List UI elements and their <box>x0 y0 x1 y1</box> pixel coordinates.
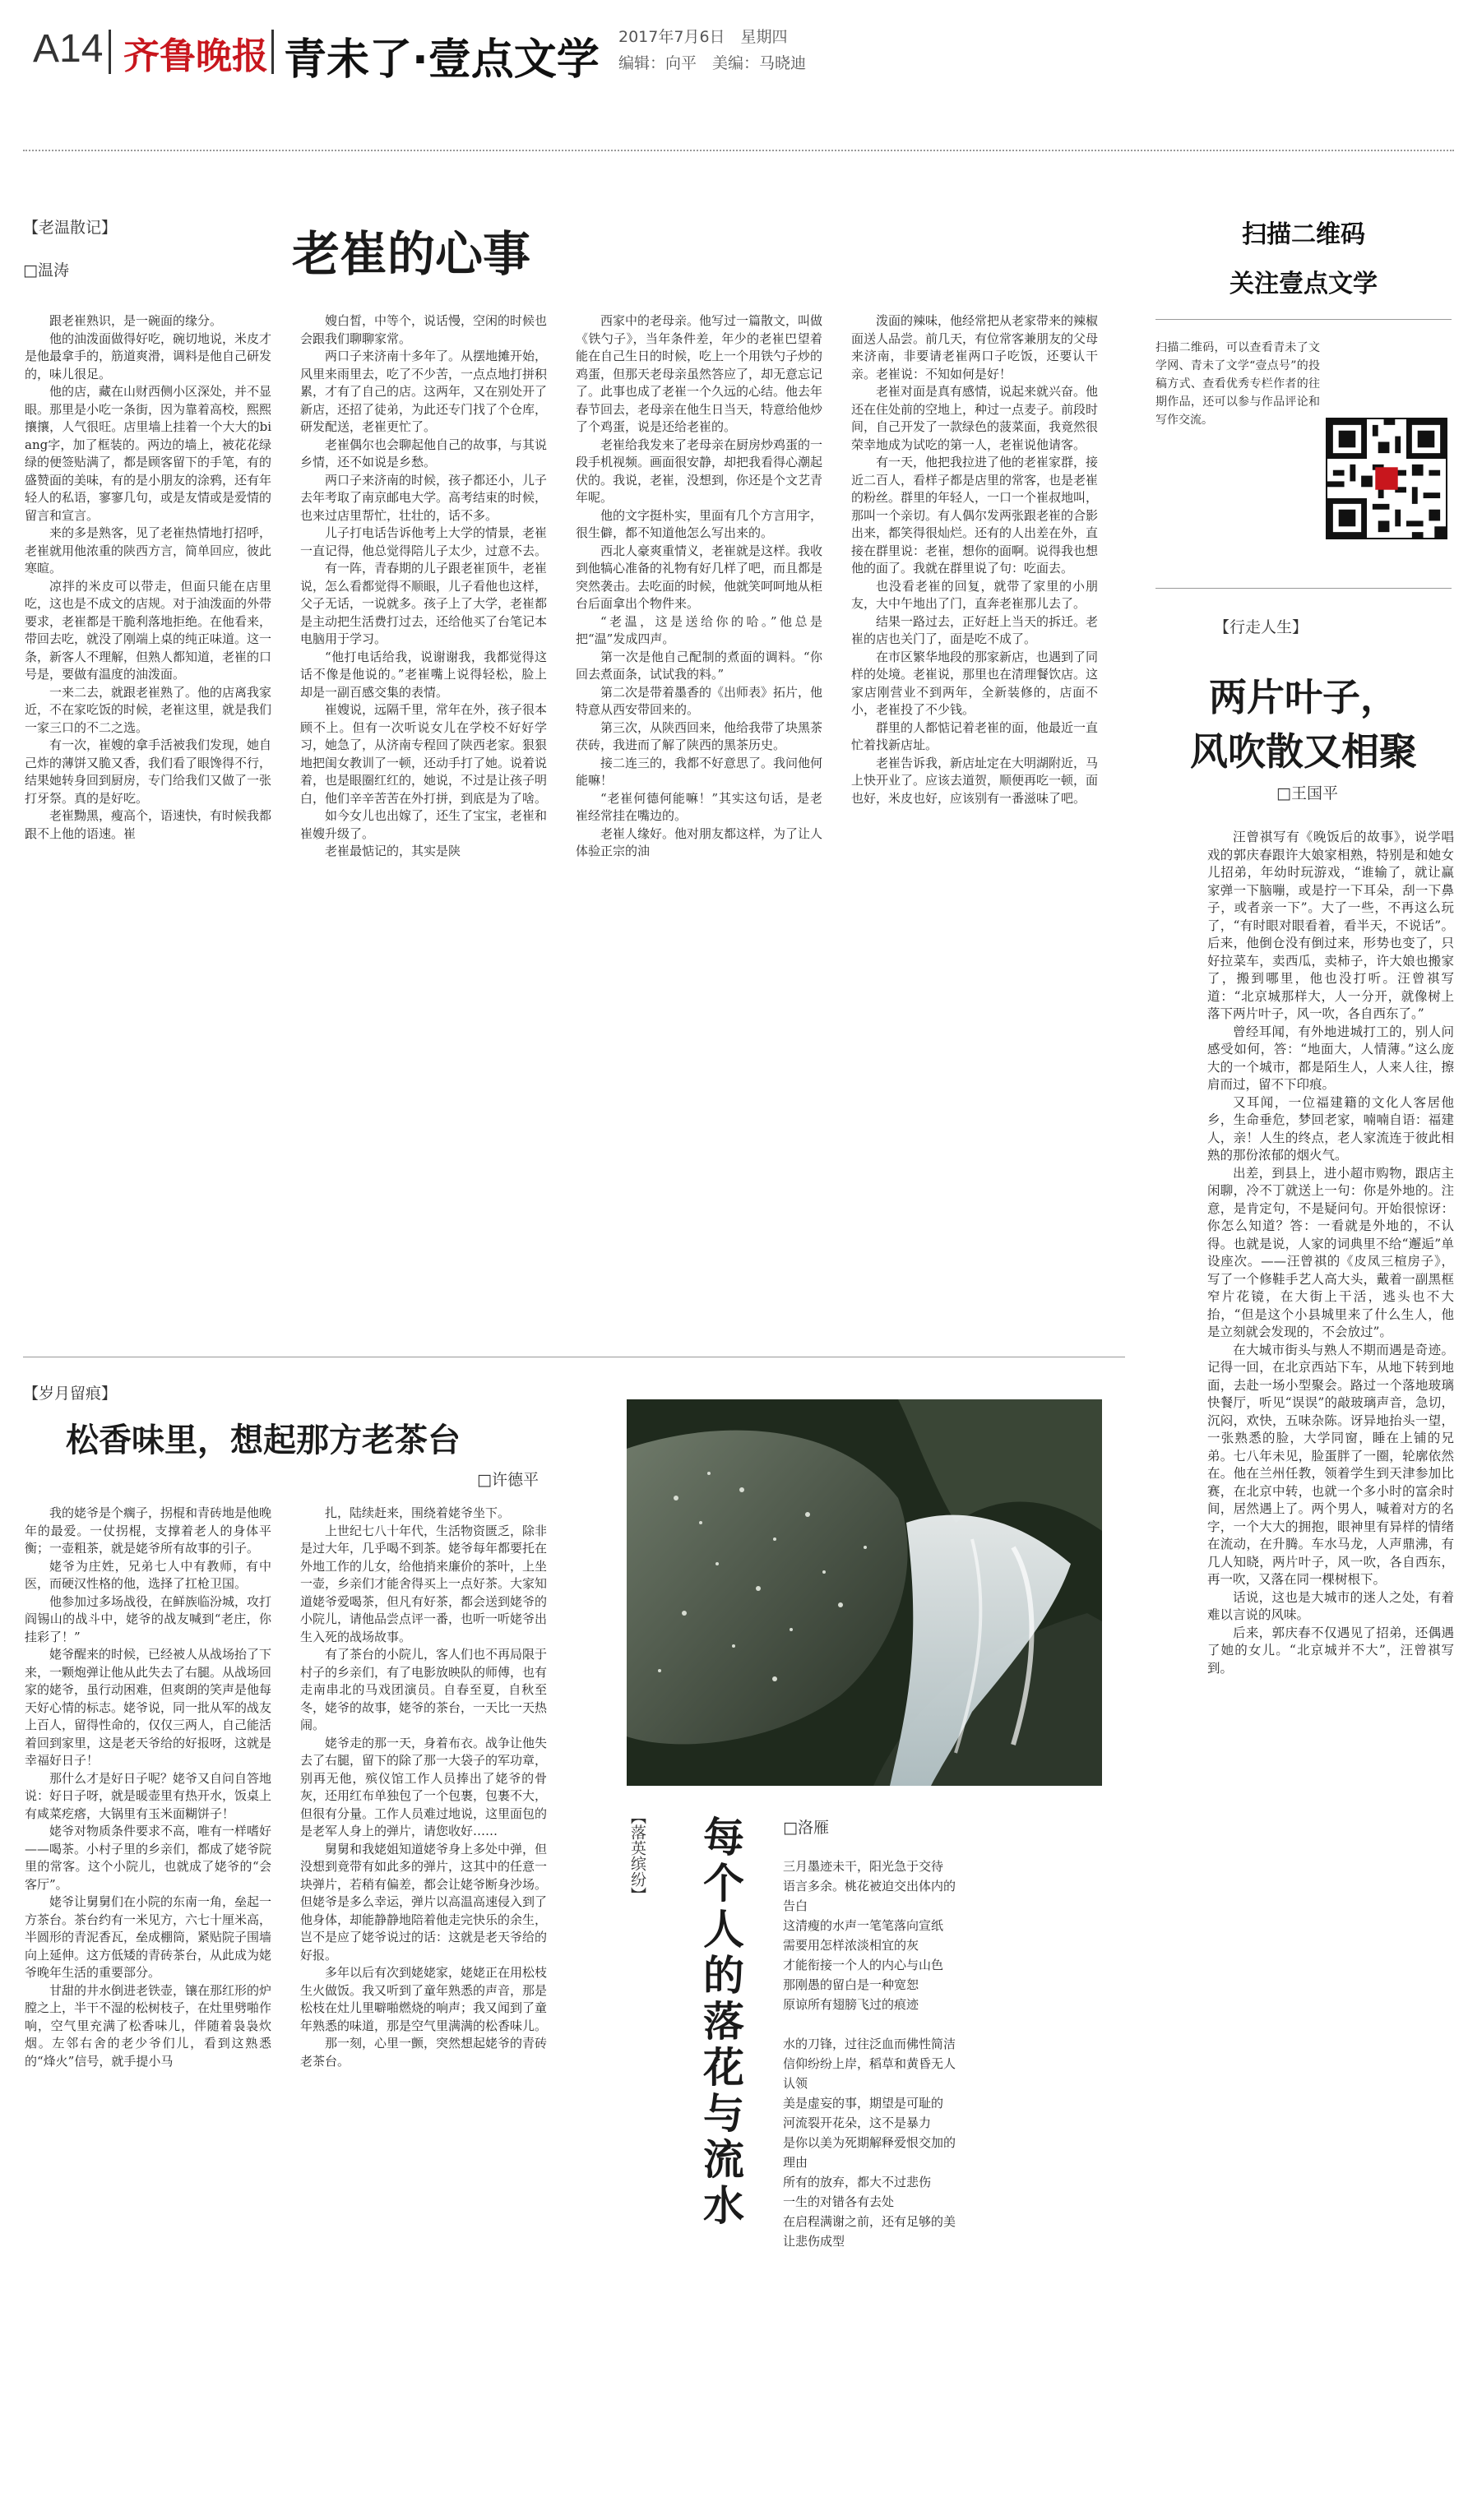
paragraph: 泼面的辣味，他经常把从老家带来的辣椒面送人品尝。前几天，有位常客兼朋友的父母来济南，非要请老崔两口子吃饭，还要认干亲。老崔说：不知如何是好！ <box>851 313 1099 381</box>
paragraph: 那一刻，心里一颤，突然想起姥爷的青砖老茶台。 <box>300 2036 548 2069</box>
article1-column-4 <box>851 312 1098 1342</box>
paragraph: 姥爷醒来的时候，已经被人从战场抬了下来，一颗炮弹让他从此失去了右腿。从战场回家的姥爷，虽行动困难，但爽朗的笑声是他每天好心情的标志。姥爷说，同一批从军的战友上百人，留得性命的，仅仅三两人，自己能活着回到家里，这是老天爷给的好报呀，这就是幸福好日子！ <box>25 1647 272 1768</box>
article2-tag: 【行走人生】 <box>1214 618 1308 636</box>
paragraph: 老崔对面是真有感情，说起来就兴奋。他还在住处前的空地上，种过一点麦子。前段时间，自己开发了一款绿色的菠菜面，我竟然很荣幸地成为试吃的第一人，老崔说他请客。 <box>851 384 1099 452</box>
paragraph: “他打电话给我，说谢谢我，我都觉得这话不像是他说的。”老崔嘴上说得轻松，脸上却是一副百感交集的表情。 <box>300 649 547 700</box>
paragraph: 群里的人都惦记着老崔的面，他最近一直忙着找新店址。 <box>851 719 1099 752</box>
paragraph: 姥爷为庄姓，兄弟七人中有教师，有中医，而硬汉性格的他，选择了扛枪卫国。 <box>25 1558 271 1591</box>
paragraph: 结果一路过去，正好赶上当天的拆迁。老崔的店也关门了，面是吃不成了。 <box>851 613 1099 646</box>
paragraph: 来的多是熟客，见了老崔热情地打招呼，老崔就用他浓重的陕西方言，简单回应，彼此寒暄。 <box>25 525 272 576</box>
promo-text: 扫描二维码，可以查看青未了文学网、青未了文学“壹点号”的投稿方式、查看优秀专栏作者的往期作品，还可以参与作品评论和写作交流。 <box>1155 341 1320 427</box>
paragraph: 两口子来济南十多年了。从摆地摊开始，风里来雨里去，吃了不少苦，一点点地打拼积累，才有了自己的店。这两年，又在别处开了新店，还招了徒弟，为此还专门找了个仓库，研发配送，老崔更忙了。 <box>300 349 548 434</box>
header-divider <box>271 30 274 74</box>
paragraph: 也没看老崔的回复，就带了家里的小朋友，大中午地出了门，直奔老崔那儿去了。 <box>851 578 1098 611</box>
paragraph: 如今女儿也出嫁了，还生了宝宝，老崔和崔嫂升级了。 <box>300 808 548 841</box>
paragraph: 凉拌的米皮可以带走，但面只能在店里吃，这也是不成文的店规。对于油泼面的外带要求，老崔都是干脆利落地拒绝。在他看来，带回去吃，就没了刚端上桌的纯正味道。这一条，新客人不理解，但熟人都知道，老崔的口号是，要做有温度的油泼面。 <box>25 578 272 682</box>
paragraph: 他的店，藏在山财西侧小区深处，并不显眼。那里是小吃一条街，因为靠着高校，熙熙攘攘，人气很旺。店里墙上挂着一个大大的biang字，加了框装的。两边的墙上，被花花绿绿的便签贴满了，都是顾客留下的手笔，有的盛赞面的美味，有的是小朋友的涂鸦，还有年轻人的私语，寥寥几句，或是友情或是爱情的留言和宣言。 <box>25 384 272 523</box>
paragraph: 姥爷让舅舅们在小院的东南一角，垒起一方茶台。茶台约有一米见方，六七十厘米高，半圆形的青泥香瓦，垒成棚筒，紧贴院子围墙向上延伸。这方低矮的青砖茶台，从此成为姥爷晚年生活的重要部分。 <box>25 1894 272 1980</box>
paragraph: 西北人豪爽重情义，老崔就是这样。我收到他犒心准备的礼物有好几样了吧，而且都是突然袭击。去吃面的时候，他就笑呵呵地从柜台后面拿出个物件来。 <box>576 543 823 611</box>
article2-title-line2: 风吹散又相聚 <box>1190 729 1417 774</box>
article3-tag: 【岁月留痕】 <box>23 1385 118 1403</box>
paragraph: 两口子来济南的时候，孩子都还小，儿子去年考取了南京邮电大学。高考结束的时候，也来过店里帮忙，壮壮的，话不多。 <box>300 472 548 523</box>
paragraph: 话说，这也是大城市的迷人之处，有着难以言说的风味。 <box>1207 1589 1454 1622</box>
article3-column-1 <box>25 1505 271 2512</box>
paragraph: 一来二去，就跟老崔熟了。他的店离我家近，不在家吃饭的时候，老崔这里，就是我们一家三口的不二之选。 <box>25 684 272 735</box>
paragraph: 有一天，他把我拉进了他的老崔家群，接近二百人，看样子都是店里的常客，也是老崔的粉丝。群里的年轻人，一口一个崔叔地叫，那叫一个亲切。有人偶尔发两张跟老崔的合影出来，都笑得很灿烂。还有的人出差在外，直接在群里说：老崔，想你的面啊。说得我也想他的面了。我就在群里说了句：吃面去。 <box>851 455 1099 576</box>
paragraph: 第三次，从陕西回来，他给我带了块黑茶茯砖，我进而了解了陕西的黑茶历史。 <box>576 719 823 752</box>
article4-title: 每个人的落花与流水 <box>697 1815 745 2230</box>
poem-line: 让悲伤成型 <box>783 2234 845 2249</box>
paragraph: 姥爷走的那一天，身着布衣。战争让他失去了右腿，留下的除了那一大袋子的军功章，别再无他，殡仪馆工作人员捧出了姥爷的骨灰，还用红布单独包了一个包裹，包裹不大，但很有分量。工作人员难过地说，这里面包的是老军人身上的弹片，请您收好…… <box>300 1735 548 1838</box>
poem-line: 认领 <box>783 2076 808 2091</box>
paragraph: 出差，到县上，进小超市购物，跟店主闲聊，冷不丁就送上一句：你是外地的。注意，是肯定句，不是疑问句。开始很惊讶：你怎么知道？答：一看就是外地的，不认得。也就是说，人家的词典里不给“邂逅”单设座次。——汪曾祺的《皮凤三楦房子》，写了一个修鞋手艺人高大头，戴着一副黑框窄片花镜，在大街上干活，逃头也不大抬，“但是这个小县城里来了什么生人，他是立刻就会发现的，不会放过”。 <box>1207 1165 1454 1339</box>
paragraph: 接二连三的，我都不好意思了。我问他何能嘛！ <box>576 755 823 788</box>
poem-line: 才能衔接一个人的内心与山色 <box>783 1958 944 1972</box>
header-divider <box>109 30 111 74</box>
promo-line-2: 关注壹点文学 <box>1230 270 1378 298</box>
paragraph: 扎，陆续赶来，围绕着姥爷坐下。 <box>325 1505 511 1520</box>
poem-line: 需要用怎样浓淡相宜的灰 <box>783 1938 919 1953</box>
waterfall-photo <box>627 1399 1102 1786</box>
paragraph: 在大城市街头与熟人不期而遇是奇迹。记得一回，在北京西站下车，从地下转到地面，去赴一场小型聚会。路过一个落地玻璃快餐厅，听见“误误”的敲玻璃声音，急切，沉闷，欢快，五味杂陈。讶异地抬头一望，一张熟悉的脸，大学同窗，睡在上铺的兄弟。七八年未见，脸蛋胖了一圈，轮廓依然在。他在兰州任教，领着学生到天津参加比赛，在北京中转，也就一个多小时的富余时间，居然遇上了。两个男人，喊着对方的名字，一个大大的拥抱，眼神里有异样的情绪在流动，在升腾。车水马龙，人声鼎沸，有几人知晓，两片叶子，风一吹，各自西东，再一吹，又落在同一棵树根下。 <box>1207 1342 1454 1587</box>
article3-column-2 <box>300 1505 547 2512</box>
paragraph: “老崔何德何能嘛！”其实这句话，是老崔经常挂在嘴边的。 <box>576 790 822 823</box>
poem-line: 三月墨迹未干，阳光急于交待 <box>783 1859 944 1874</box>
paragraph: 他的油泼面做得好吃，碗切地说，米皮才是他最拿手的，筋道爽滑，调料是他自己研发的，味儿很足。 <box>25 331 272 381</box>
paragraph: 老崔黝黑，瘦高个，语速快，有时候我都跟不上他的语速。崔 <box>25 808 272 841</box>
promo-rule <box>1155 319 1452 320</box>
paragraph: 崔嫂说，远隔千里，常年在外，孩子很本顾不上。但有一次听说女儿在学校不好好学习，她急了，从济南专程回了陕西老家。狠狠地把闺女教训了一顿，还动手打了她。说着说着，也是眼圈红红的，她说，不过是让孩子明白，他们辛辛苦苦在外打拼，到底是为了啥。 <box>300 702 548 806</box>
article2-body <box>1207 829 1454 2510</box>
poem-line: 在启程满谢之前，还有足够的美 <box>783 2214 956 2229</box>
paragraph: 舅舅和我姥姐知道姥爷身上多处中弹，但没想到竟带有如此多的弹片，这其中的任意一块弹片，若稍有偏差，都会让姥爷断身沙场。但姥爷是多么幸运，弹片以高温高速侵入到了他身体，却能静静地陪着他走完快乐的余生，岂不是应了姥爷说过的话：这就是老天爷给的好报。 <box>300 1841 548 1963</box>
poem-line: 美是虚妄的事，期望是可耻的 <box>783 2096 944 2111</box>
poem-line: 河流裂开花朵，这不是暴力 <box>783 2115 932 2130</box>
stanza-gap <box>783 2014 1112 2034</box>
paragraph: 后来，郭庆春不仅遇见了招弟，还偶遇了她的女儿。“北京城并不大”，汪曾祺写到。 <box>1207 1625 1454 1676</box>
paragraph: 他参加过多场战役，在鲜族临汾城，攻打阎锡山的战斗中，姥爷的战友喊到“老庄，你挂彩了！” <box>25 1593 272 1644</box>
header-rule <box>23 150 1454 151</box>
article1-column-3 <box>576 312 822 1342</box>
paragraph: 曾经耳闻，有外地进城打工的，别人问感受如何，答：“地面大，人情薄。”这么庞大的一个城市，都是陌生人，人来人往，擦肩而过，留不下印痕。 <box>1207 1024 1454 1092</box>
paragraph: 西家中的老母亲。他写过一篇散文，叫做《铁勺子》，当年条件差，年少的老崔巴望着能在自己生日的时候，吃上一个用铁勺子炒的鸡蛋，但那天老母亲虽然答应了，却无意忘记了。此事也成了老崔一个久远的心结。他去年春节回去，老母亲在他生日当天，特意给他炒了个鸡蛋，说是还给老崔的。 <box>576 313 823 434</box>
promo-bottom-rule <box>1155 588 1452 589</box>
article3-title: 松香味里，想起那方老茶台 <box>66 1421 461 1459</box>
paragraph: 有了茶台的小院儿，客人们也不再局限于村子的乡亲们，有了电影放映队的师傅，也有走南串北的马戏团演员。自春至夏，自秋至冬，姥爷的故事，姥爷的茶台，一天比一天热闹。 <box>300 1647 548 1732</box>
poem-line: 是你以美为死期解释爱恨交加的 <box>783 2135 956 2150</box>
paragraph: 甘甜的井水倒进老铁壶，镶在那红形的炉膛之上，半干不湿的松树枝子，在灶里劈啪作响，空气里充满了松香味儿，伴随着袅袅炊烟。左邻右舍的老少爷们儿，看到这熟悉的“烽火”信号，就手提小马 <box>25 1982 272 2069</box>
poem-line: 告白 <box>783 1898 808 1913</box>
paragraph: 老崔偶尔也会聊起他自己的故事，与其说乡情，还不如说是乡愁。 <box>300 437 548 469</box>
paragraph: 姥爷对物质条件要求不高，唯有一样嗜好——喝茶。小村子里的乡亲们，都成了姥爷院里的常客。这个小院儿，也就成了姥爷的“会客厅”。 <box>25 1824 272 1892</box>
paragraph: 又耳闻，一位福建籍的文化人客居他乡，生命垂危，梦回老家，喃喃自语：福建人，亲！人生的终点，老人家流连于彼此相熟的那份浓郁的烟火气。 <box>1207 1094 1454 1163</box>
poem-line: 原谅所有翅膀飞过的痕迹 <box>783 1997 919 2012</box>
paragraph: 我的姥爷是个瘸子，拐棍和青砖地是他晚年的最爱。一仗拐棍，支撑着老人的身体平衡；一壶粗茶，就是姥爷所有故事的引子。 <box>25 1505 272 1556</box>
paragraph: 汪曾祺写有《晚饭后的故事》，说学唱戏的郭庆春跟许大娘家相熟，特别是和她女儿招弟，年幼时玩游戏，“谁输了，就让赢家弹一下脑嘣，或是拧一下耳朵，刮一下鼻子，或者亲一下”。大了一些，不再这么玩了，“有时眼对眼看着，看半天，不说话”。后来，他倒仓没有倒过来，形势也变了，只好拉菜车，卖西瓜，卖柿子，许大娘也搬家了，搬到哪里，他也没打听。汪曾祺写道：“北京城那样大，人一分开，就像树上落下两片叶子，风一吹，各自西东了。” <box>1207 830 1454 1021</box>
poem-line: 那刚愚的留白是一种宽恕 <box>783 1977 919 1992</box>
paragraph: 老崔最惦记的，其实是陕 <box>325 844 461 858</box>
paragraph: 老崔人缘好。他对朋友都这样，为了让人体验正宗的油 <box>576 825 823 858</box>
article4-author: □洛雁 <box>783 1819 829 1837</box>
article1-title: 老崔的心事 <box>292 226 531 282</box>
poem-line: 所有的放弃，都大不过悲伤 <box>783 2175 932 2189</box>
page-number: A14 <box>33 27 104 71</box>
editors-line: 编辑：向平 美编：马晓迪 <box>618 54 807 72</box>
paragraph: 有一次，崔嫂的拿手活被我们发现，她自己炸的薄饼又脆又香，我们看了眼馋得不行，结果她转身回到厨房，专门给我们又做了一张打牙祭。真的是好吃。 <box>25 738 272 806</box>
section-title: 青未了·壹点文学 <box>284 35 600 85</box>
qr-pattern <box>1327 419 1446 538</box>
poem-line: 信仰纷纷上岸，稻草和黄昏无人 <box>783 2056 956 2071</box>
newspaper-logo: 齐鲁晚报 <box>123 35 268 77</box>
paragraph: 第二次是带着墨香的《出师表》拓片，他特意从西安带回来的。 <box>576 684 823 717</box>
article1-tag: 【老温散记】 <box>23 219 118 237</box>
article1-column-1 <box>25 312 271 1342</box>
waterfall-image <box>627 1399 1102 1786</box>
article2-author: □王国平 <box>1276 784 1338 802</box>
paragraph: 老崔给我发来了老母亲在厨房炒鸡蛋的一段手机视频。画面很安静，却把我看得心潮起伏的。我说，老崔，没想到，你还是个文艺青年呢。 <box>576 437 823 505</box>
article4-poem <box>783 1856 1112 2251</box>
paragraph: 上世纪七八十年代，生活物资匮乏，除非是过大年，几乎喝不到茶。姥爷每年都要托在外地工作的儿女，给他捎来廉价的茶叶，上坐一壶，乡亲们才能舍得买上一点好茶。大家知道姥爷爱喝茶，但凡有好茶，都会送到姥爷的小院儿，请他品尝点评一番，也听一听姥爷出生入死的战场故事。 <box>300 1523 548 1644</box>
article1-column-2 <box>300 312 547 1342</box>
paragraph: “老温，这是送给你的哈。”他总是把“温”发成四声。 <box>576 613 822 646</box>
paragraph: 老崔告诉我，新店址定在大明湖附近，马上快开业了。应该去道贺，顺便再吃一顿，面也好，米皮也好，应该别有一番滋味了吧。 <box>851 755 1099 806</box>
paragraph: 儿子打电话告诉他考上大学的情景，老崔一直记得，他总觉得陪儿子太少，过意不去。 <box>300 525 548 558</box>
promo-line-1: 扫描二维码 <box>1242 220 1365 249</box>
paragraph: 那什么才是好日子呢？姥爷又自问自答地说：好日子呀，就是暖壶里有热开水，饭桌上有咸菜疙瘩，大锅里有玉米面糊饼子！ <box>25 1770 272 1821</box>
qr-code-icon[interactable] <box>1326 418 1447 539</box>
paragraph: 多年以后有次到姥姥家，姥姥正在用松枝生火做饭。我又听到了童年熟悉的声音，那是松枝在灶儿里噼啪燃烧的响声；我又闻到了童年熟悉的味道，那是空气里满满的松香味儿。 <box>300 1965 548 2033</box>
article4-tag: 【落英缤纷】 <box>628 1809 646 1903</box>
poem-line: 水的刀锋，过往泛血而佛性简洁 <box>783 2037 956 2051</box>
paragraph: 嫂白皙，中等个，说话慢，空闲的时候也会跟我们聊聊家常。 <box>300 313 548 346</box>
paragraph: 第一次是他自己配制的煮面的调料。“你回去煮面条，试试我的料。” <box>576 649 822 682</box>
poem-line: 这清瘦的水声一笔笔落向宣纸 <box>783 1918 944 1933</box>
issue-date: 2017年7月6日 星期四 <box>618 28 788 46</box>
poem-line: 理由 <box>783 2155 808 2170</box>
article2-title-line1: 两片叶子， <box>1209 675 1398 719</box>
article3-author: □许德平 <box>477 1471 539 1489</box>
article1-author: □温涛 <box>23 261 69 280</box>
paragraph: 跟老崔熟识，是一碗面的缘分。 <box>49 313 223 328</box>
paragraph: 有一阵，青春期的儿子跟老崔顶牛，老崔说，怎么看都觉得不顺眼，儿子看他也这样，父子无话，一说就多。孩子上了大学，老崔都是主动把生活费打过去，还给他买了台笔记本电脑用于学习。 <box>300 561 548 646</box>
paragraph: 在市区繁华地段的那家新店，也遇到了同样的处境。老崔说，那里也在清理餐饮店。这家店刚营业不到两年，全新装修的，店面不小，老崔投了不少钱。 <box>851 649 1099 717</box>
poem-line: 一生的对错各有去处 <box>783 2194 895 2209</box>
poem-line: 语言多余。桃花被迫交出体内的 <box>783 1879 956 1893</box>
paragraph: 他的文字挺朴实，里面有几个方言用字，很生僻，都不知道他怎么写出来的。 <box>576 507 823 540</box>
